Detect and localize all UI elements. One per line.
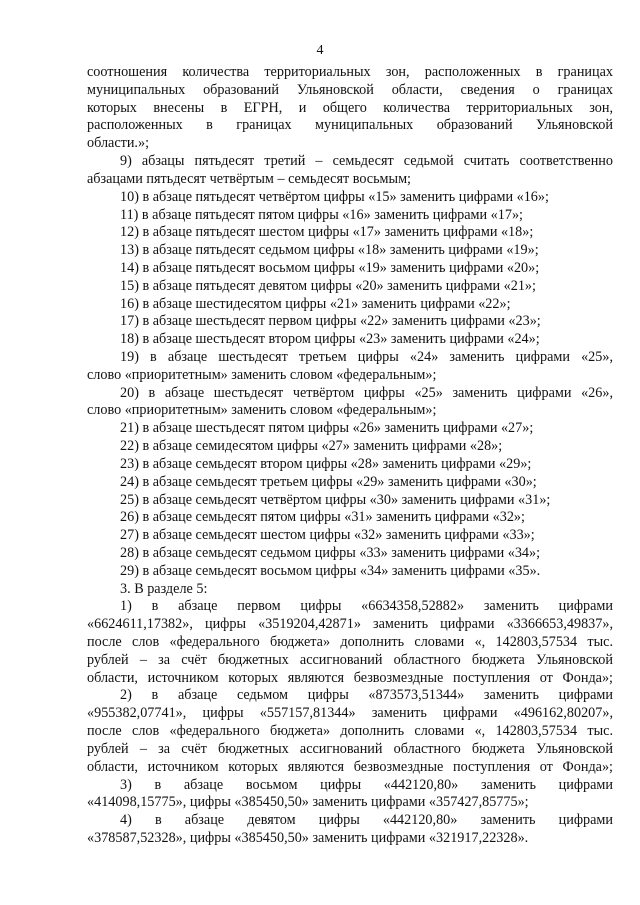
- text-line: соотношения количества территориальных зон, расположенных в границах: [87, 64, 613, 80]
- document-body: [87, 64, 613, 848]
- text-line: расположенных в границах муниципальных образований Ульяновской: [87, 117, 613, 134]
- text-line: 3. В разделе 5:: [120, 580, 208, 597]
- text-line: «955382,07741», цифры «557157,81344» заменить цифрами «496162,80207»,: [87, 705, 613, 722]
- text-line: после слов «федерального бюджета» дополнить словами «, 142803,57534 тыс.: [87, 723, 613, 740]
- text-line: 25) в абзаце семьдесят четвёртом цифры «30» заменить цифрами «31»;: [120, 491, 551, 508]
- text-line: 15) в абзаце пятьдесят девятом цифры «20» заменить цифрами «21»;: [120, 277, 536, 294]
- text-line: 20) в абзаце шестьдесят четвёртом цифры «25» заменить цифрами «26»,: [120, 384, 613, 401]
- text-line: «414098,15775», цифры «385450,50» заменить цифрами «357427,85775»;: [87, 794, 529, 811]
- text-line: области, источником которых являются безвозмездные поступления от Фонда»;: [87, 669, 613, 686]
- text-line: 29) в абзаце семьдесят восьмом цифры «34» заменить цифрами «35».: [120, 562, 541, 579]
- text-line: которых внесены в ЕГРН, и общего количества территориальных зон,: [87, 99, 613, 116]
- text-line: 2) в абзаце седьмом цифры «873573,51344» заменить цифрами: [120, 687, 613, 704]
- text-line: 21) в абзаце шестьдесят пятом цифры «26» заменить цифрами «27»;: [120, 420, 534, 437]
- text-line: 24) в абзаце семьдесят третьем цифры «29» заменить цифрами «30»;: [120, 473, 537, 490]
- text-line: 22) в абзаце семидесятом цифры «27» заменить цифрами «28»;: [120, 438, 503, 455]
- text-line: 16) в абзаце шестидесятом цифры «21» заменить цифрами «22»;: [120, 295, 511, 312]
- text-line: 13) в абзаце пятьдесят седьмом цифры «18» заменить цифрами «19»;: [120, 242, 539, 259]
- text-line: 1) в абзаце первом цифры «6634358,52882» заменить цифрами: [120, 598, 613, 615]
- text-line: 18) в абзаце шестьдесят втором цифры «23» заменить цифрами «24»;: [120, 331, 540, 348]
- text-line: рублей – за счёт бюджетных ассигнований областного бюджета Ульяновской: [87, 651, 613, 668]
- text-line: 9) абзацы пятьдесят третий – семьдесят седьмой считать соответственно: [120, 153, 613, 170]
- text-line: слово «приоритетным» заменить словом «федеральным»;: [87, 366, 437, 383]
- text-line: 11) в абзаце пятьдесят пятом цифры «16» заменить цифрами «17»;: [120, 206, 523, 223]
- text-line: 28) в абзаце семьдесят седьмом цифры «33» заменить цифрами «34»;: [120, 544, 541, 561]
- text-line: 12) в абзаце пятьдесят шестом цифры «17» заменить цифрами «18»;: [120, 224, 534, 241]
- text-line: после слов «федерального бюджета» дополнить словами «, 142803,57534 тыс.: [87, 634, 613, 650]
- text-line: муниципальных образований Ульяновской области, сведения о границах: [87, 81, 613, 98]
- text-line: 14) в абзаце пятьдесят восьмом цифры «19» заменить цифрами «20»;: [120, 259, 540, 276]
- page-number: 4: [316, 43, 324, 58]
- text-line: 23) в абзаце семьдесят втором цифры «28» заменить цифрами «29»;: [120, 455, 532, 472]
- text-line: слово «приоритетным» заменить словом «федеральным»;: [87, 402, 437, 419]
- text-line: 26) в абзаце семьдесят пятом цифры «31» заменить цифрами «32»;: [120, 509, 525, 526]
- text-line: 17) в абзаце шестьдесят первом цифры «22» заменить цифрами «23»;: [120, 313, 541, 330]
- text-line: «6624611,17382», цифры «3519204,42871» заменить цифрами «3366653,49837»,: [87, 616, 613, 633]
- text-line: области, источником которых являются безвозмездные поступления от Фонда»;: [87, 758, 613, 775]
- text-line: «378587,52328», цифры «385450,50» заменить цифрами «321917,22328».: [87, 829, 529, 846]
- text-line: области.»;: [87, 135, 150, 152]
- text-line: 4) в абзаце девятом цифры «442120,80» заменить цифрами: [120, 812, 613, 829]
- text-line: 27) в абзаце семьдесят шестом цифры «32» заменить цифрами «33»;: [120, 527, 535, 544]
- text-line: 3) в абзаце восьмом цифры «442120,80» заменить цифрами: [120, 776, 613, 793]
- text-line: 19) в абзаце шестьдесят третьем цифры «24» заменить цифрами «25»,: [120, 349, 613, 365]
- text-line: абзацами пятьдесят четвёртым – семьдесят восьмым;: [87, 170, 411, 187]
- text-line: 10) в абзаце пятьдесят четвёртом цифры «15» заменить цифрами «16»;: [120, 188, 549, 205]
- text-line: рублей – за счёт бюджетных ассигнований областного бюджета Ульяновской: [87, 740, 613, 757]
